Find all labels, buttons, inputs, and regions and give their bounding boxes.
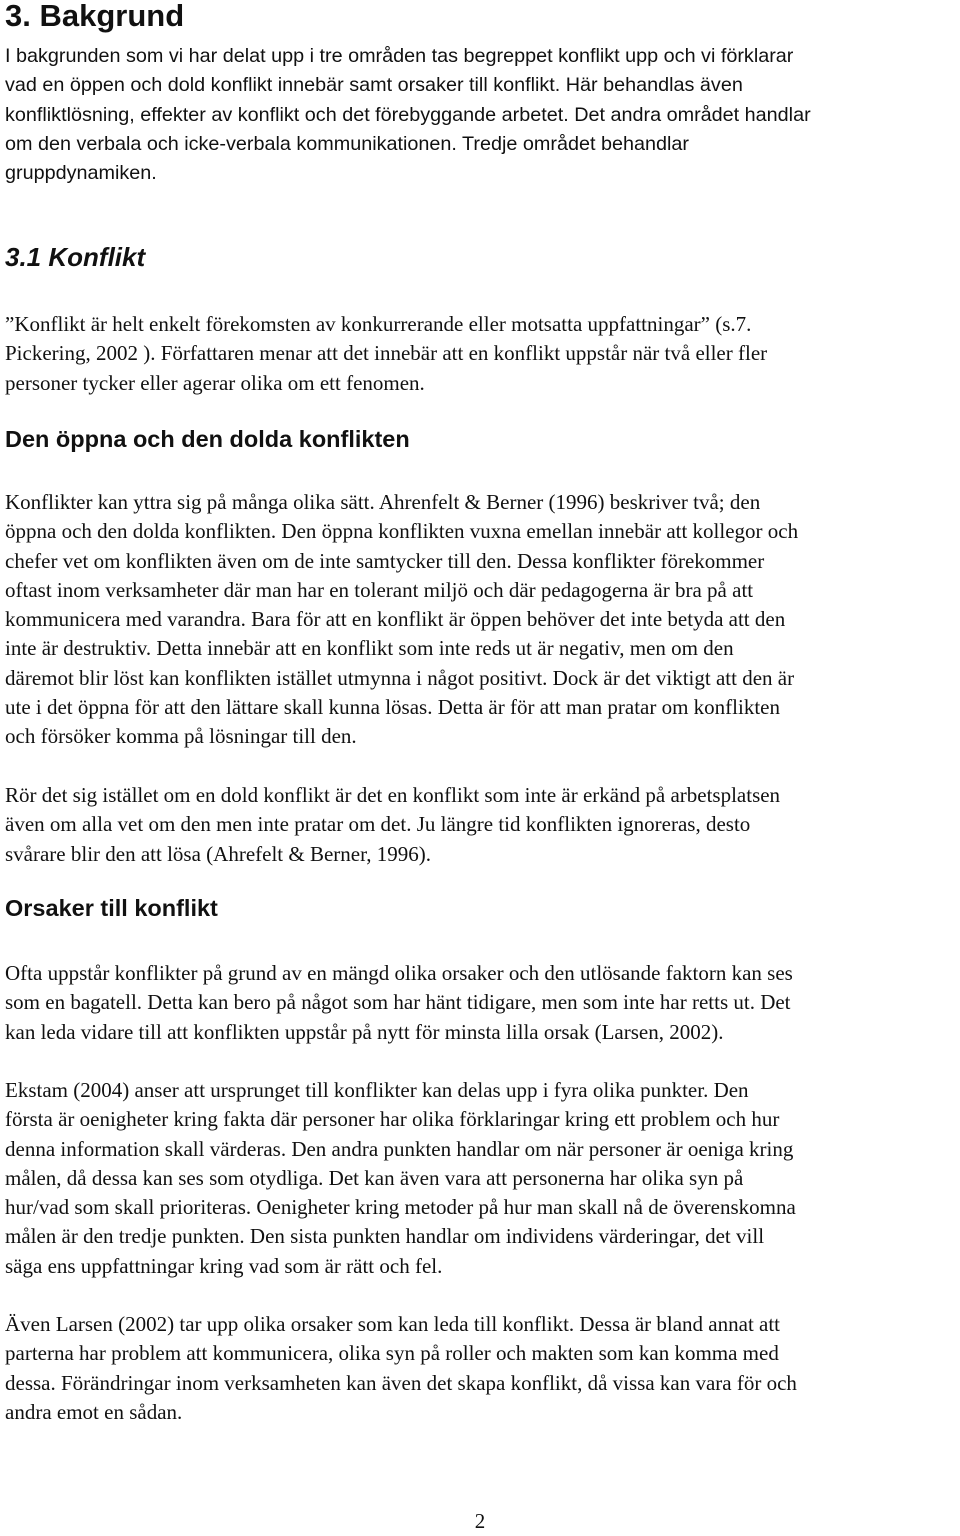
text-line: hur/vad som skall prioriteras. Oenigheter kring metoder på hur man skall nå de överenskomna <box>5 1195 796 1220</box>
text-line: dessa. Förändringar inom verksamheten kan även det skapa konflikt, då vissa kan vara för och <box>5 1370 797 1395</box>
text-line: om den verbala och icke-verbala kommunikationen. Tredje området behandlar <box>5 132 689 155</box>
text-line: svårare blir den att lösa (Ahrefelt & Berner, 1996). <box>5 841 431 866</box>
text-line: ”Konflikt är helt enkelt förekomsten av konkurrerande eller motsatta uppfattningar” (s.7. <box>5 312 752 336</box>
text-line: Rör det sig istället om en dold konflikt är det en konflikt som inte är erkänd på arbetsplatsen <box>5 783 781 807</box>
text-line: Även Larsen (2002) tar upp olika orsaker som kan leda till konflikt. Dessa är bland annat att <box>5 1312 781 1336</box>
text-line: och försöker komma på lösningar till den. <box>5 724 357 749</box>
text-line: ute i det öppna för att den lättare skall kunna lösas. Detta är för att man pratar om konflikten <box>5 695 780 720</box>
text-line: öppna och den dolda konflikten. Den öppna konflikten vuxna emellan innebär att kollegor och <box>5 519 799 544</box>
text-line: säga ens uppfattningar kring vad som är rätt och fel. <box>5 1253 443 1278</box>
text-line: som en bagatell. Detta kan bero på något som har hänt tidigare, men som inte har retts ut. Det <box>5 990 791 1015</box>
section-heading-causes: Orsaker till konflikt <box>5 895 218 921</box>
text-line: I bakgrunden som vi har delat upp i tre områden tas begreppet konflikt upp och vi förklarar <box>5 45 794 67</box>
section-heading-konflikt: 3.1 Konflikt <box>5 242 146 272</box>
text-line: vad en öppen och dold konflikt innebär samt orsaker till konflikt. Här behandlas även <box>5 74 743 97</box>
chapter-heading: 3. Bakgrund <box>5 0 185 33</box>
text-line: personer tycker eller agerar olika om ett fenomen. <box>5 370 425 395</box>
text-line: Konflikter kan yttra sig på många olika sätt. Ahrenfelt & Berner (1996) beskriver två; den <box>5 490 761 514</box>
konflikt-paragraph <box>5 310 767 398</box>
causes-paragraph-3 <box>5 1310 797 1427</box>
text-line: konfliktlösning, effekter av konflikt och det förebyggande arbetet. Det andra området handlar <box>5 103 811 126</box>
text-line: parterna har problem att kommunicera, olika syn på roller och makten som kan komma med <box>5 1341 779 1366</box>
page-number: 2 <box>474 1509 486 1533</box>
open-hidden-paragraph-2 <box>5 781 780 869</box>
causes-paragraph-2 <box>5 1076 796 1281</box>
text-line: inte är destruktiv. Detta innebär att en konflikt som inte reds ut är negativ, men om den <box>5 636 734 661</box>
open-hidden-paragraph-1 <box>5 488 798 752</box>
text-line: chefer vet om konflikten även om de inte samtycker till den. Dessa konflikter förekommer <box>5 548 765 573</box>
text-line: Pickering, 2002 ). Författaren menar att det innebär att en konflikt uppstår när två eller fler <box>5 341 768 366</box>
section-heading-open-hidden: Den öppna och den dolda konflikten <box>5 426 410 452</box>
text-line: gruppdynamiken. <box>5 162 157 185</box>
text-line: kommunicera med varandra. Bara för att en konflikt är öppen behöver det inte betyda att den <box>5 607 786 632</box>
text-line: kan leda vidare till att konflikten uppstår på nytt för minsta lilla orsak (Larsen, 2002). <box>5 1019 724 1044</box>
text-line: Ofta uppstår konflikter på grund av en mängd olika orsaker och den utlösande faktorn kan ses <box>5 961 793 985</box>
text-line: andra emot en sådan. <box>5 1399 183 1424</box>
text-line: Ekstam (2004) anser att ursprunget till konflikter kan delas upp i fyra olika punkter. Den <box>5 1078 749 1102</box>
text-line: oftast inom verksamheter där man har en tolerant miljö och där pedagogerna är bra på att <box>5 577 754 602</box>
text-line: däremot blir löst kan konflikten istället utmynna i något positivt. Dock är det viktigt att den är <box>5 665 795 690</box>
text-line: även om alla vet om den men inte pratar om det. Ju längre tid konflikten ignoreras, desto <box>5 812 751 837</box>
causes-paragraph-1 <box>5 959 793 1047</box>
text-line: första är oenigheter kring fakta där personer har olika förklaringar kring ett problem och hur <box>5 1107 780 1132</box>
intro-paragraph <box>5 42 811 188</box>
text-line: denna information skall värderas. Den andra punkten handlar om när personer är oeniga kring <box>5 1136 794 1161</box>
text-line: målen, då dessa kan ses som otydliga. Det kan även vara att personerna har olika syn på <box>5 1165 744 1190</box>
text-line: målen är den tredje punkten. Den sista punkten handlar om individens värderingar, det vill <box>5 1224 765 1249</box>
